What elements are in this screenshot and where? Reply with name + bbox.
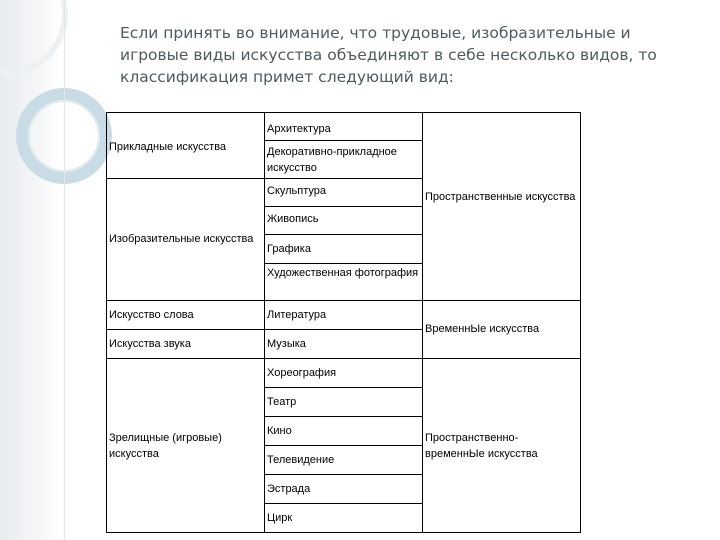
kind-decorative: Декоративно-прикладное искусство (265, 141, 423, 179)
intro-text: Если принять во внимание, что трудовые, изобразительные и игровые виды искусства объединяют в себе несколько видов, то классификация примет следующий вид: (120, 24, 657, 86)
classification-table (106, 112, 581, 533)
group-word: Искусство слова (107, 301, 265, 330)
kind-architecture: Архитектура (265, 113, 423, 141)
kind-choreography: Хореография (265, 359, 423, 388)
category-spatiotemporal: Пространственно-временнЫе искусства (423, 359, 581, 533)
group-visual: Изобразительные искусства (107, 179, 265, 301)
category-spatial: Пространственные искусства (423, 113, 581, 301)
kind-estrada: Эстрада (265, 475, 423, 504)
kind-literature: Литература (265, 301, 423, 330)
kind-television: Телевидение (265, 446, 423, 475)
kind-music: Музыка (265, 330, 423, 359)
kind-graphics: Графика (265, 235, 423, 264)
kind-sculpture: Скульптура (265, 179, 423, 207)
kind-theatre: Театр (265, 388, 423, 417)
group-spectacle: Зрелищные (игровые) искусства (107, 359, 265, 533)
kind-circus: Цирк (265, 504, 423, 533)
group-applied: Прикладные искусства (107, 113, 265, 179)
decorative-line (64, 0, 65, 540)
category-temporal: ВременнЫе искусства (423, 301, 581, 359)
group-sound: Искусства звука (107, 330, 265, 359)
kind-painting: Живопись (265, 207, 423, 235)
kind-photography: Художественная фотография (265, 264, 423, 301)
kind-cinema: Кино (265, 417, 423, 446)
slide-side-decoration (0, 0, 60, 540)
